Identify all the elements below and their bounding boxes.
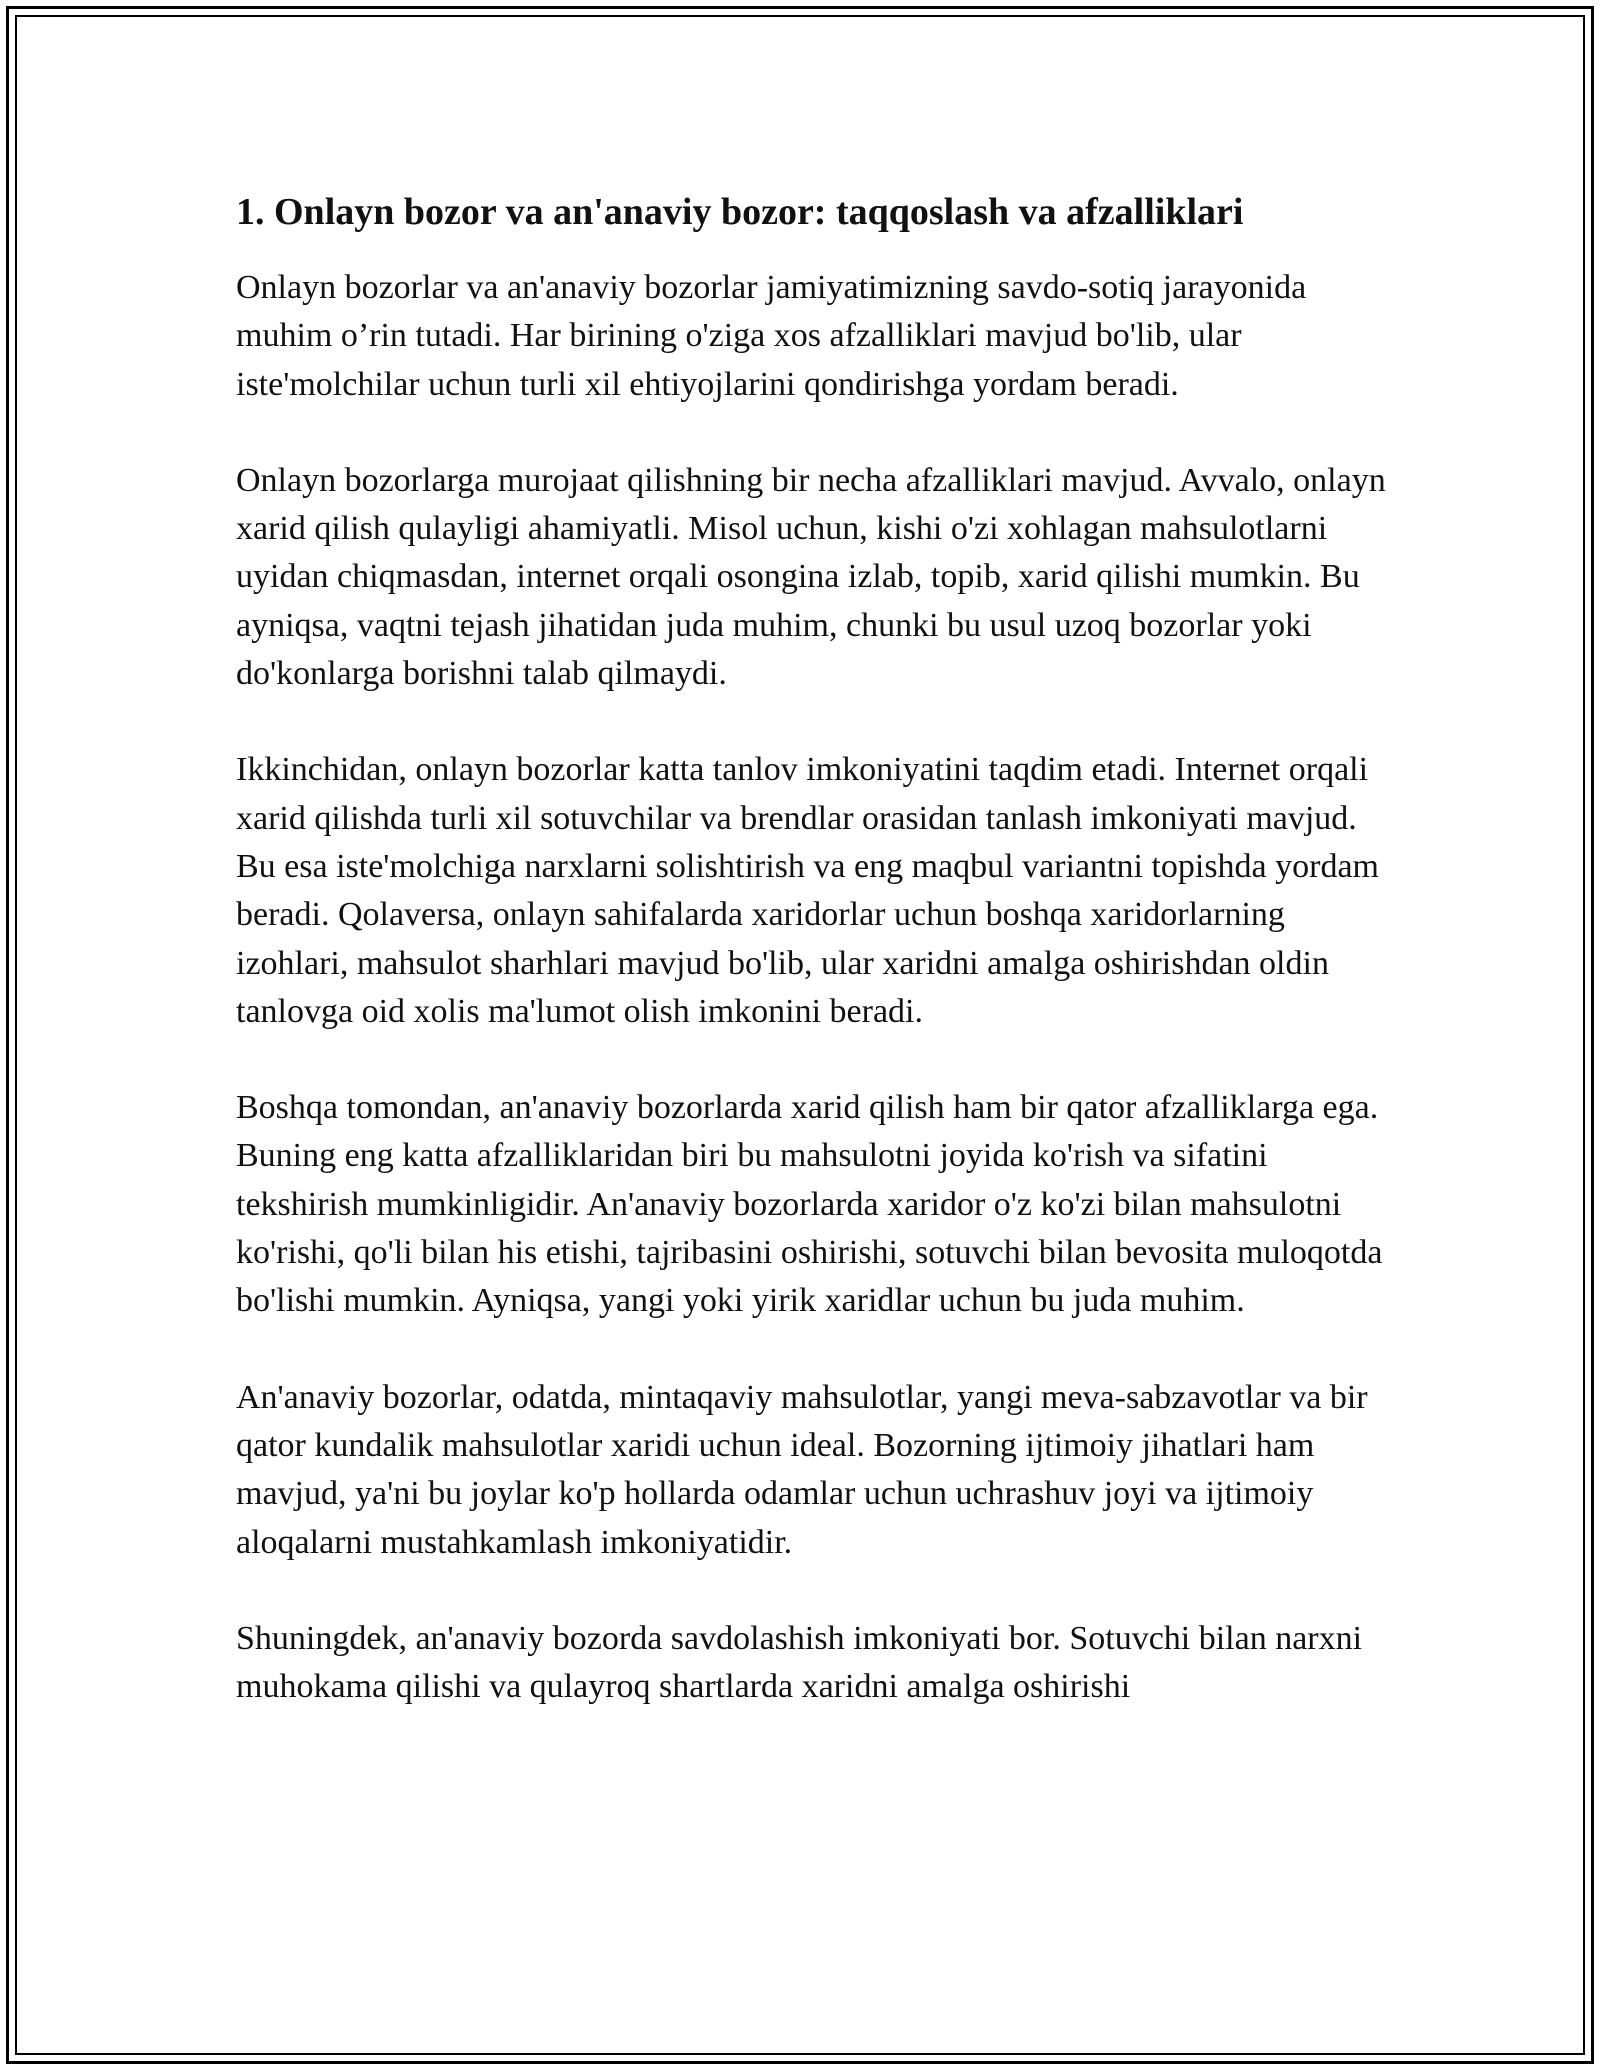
paragraph-online-choice: Ikkinchidan, onlayn bozorlar katta tanlov imkoniyatini taqdim etadi. Internet orqali xarid qilishda turli xil sotuvchilar va brendlar orasidan tanlash imkoniyati mavjud. Bu esa iste'molchiga narxlarni solishtirish va eng maqbul variantni topishda yordam beradi. Qolaversa, onlayn sahifalarda xaridorlar uchun boshqa xaridorlarning izohlari, mahsulot sharhlari mavjud bo'lib, ular xaridni amalga oshirishdan oldin tanlovga oid xolis ma'lumot olish imkonini beradi. <box>236 751 1380 1030</box>
document-body <box>236 186 1386 1759</box>
paragraph-bargaining: Shuningdek, an'anaviy bozorda savdolashish imkoniyati bor. Sotuvchi bilan narxni muhokama qilishi va qulayroq shartlarda xaridni amalga oshirishi <box>236 1619 1363 1706</box>
paragraph-online-convenience: Onlayn bozorlarga murojaat qilishning bir necha afzalliklari mavjud. Avvalo, onlayn xarid qilish qulayligi ahamiyatli. Misol uchun, kishi o'zi xohlagan mahsulotlarni uyidan chiqmasdan, internet orqali osongina izlab, topib, xarid qilishi mumkin. Bu ayniqsa, vaqtni tejash jihatidan juda muhim, chunki bu usul uzoq bozorlar yoki do'konlarga borishni talab qilmaydi. <box>236 461 1386 693</box>
paragraph-intro: Onlayn bozorlar va an'anaviy bozorlar jamiyatimizning savdo-sotiq jarayonida muhim o’rin tutadi. Har birining o'ziga xos afzalliklari mavjud bo'lib, ular iste'molchilar uchun turli xil ehtiyojlarini qondirishga yordam beradi. <box>236 269 1307 403</box>
paragraph-traditional-advantages: Boshqa tomondan, an'anaviy bozorlarda xarid qilish ham bir qator afzalliklarga ega. Buning eng katta afzalliklaridan biri bu mahsulotni joyida ko'rish va sifatini tekshirish mumkinligidir. An'anaviy bozorlarda xaridor o'z ko'zi bilan mahsulotni ko'rishi, qo'li bilan his etishi, tajribasini oshirishi, sotuvchi bilan bevosita muloqotda bo'lishi mumkin. Ayniqsa, yangi yoki yirik xaridlar uchun bu juda muhim. <box>236 1089 1383 1320</box>
document-title: 1. Onlayn bozor va an'anaviy bozor: taqqoslash va afzalliklari <box>236 191 1244 233</box>
paragraph-traditional-products: An'anaviy bozorlar, odatda, mintaqaviy mahsulotlar, yangi meva-sabzavotlar va bir qator kundalik mahsulotlar xaridi uchun ideal. Bozorning ijtimoiy jihatlari ham mavjud, ya'ni bu joylar ko'p hollarda odamlar uchun uchrashuv joyi va ijtimoiy aloqalarni mustahkamlash imkoniyatidir. <box>236 1378 1368 1561</box>
